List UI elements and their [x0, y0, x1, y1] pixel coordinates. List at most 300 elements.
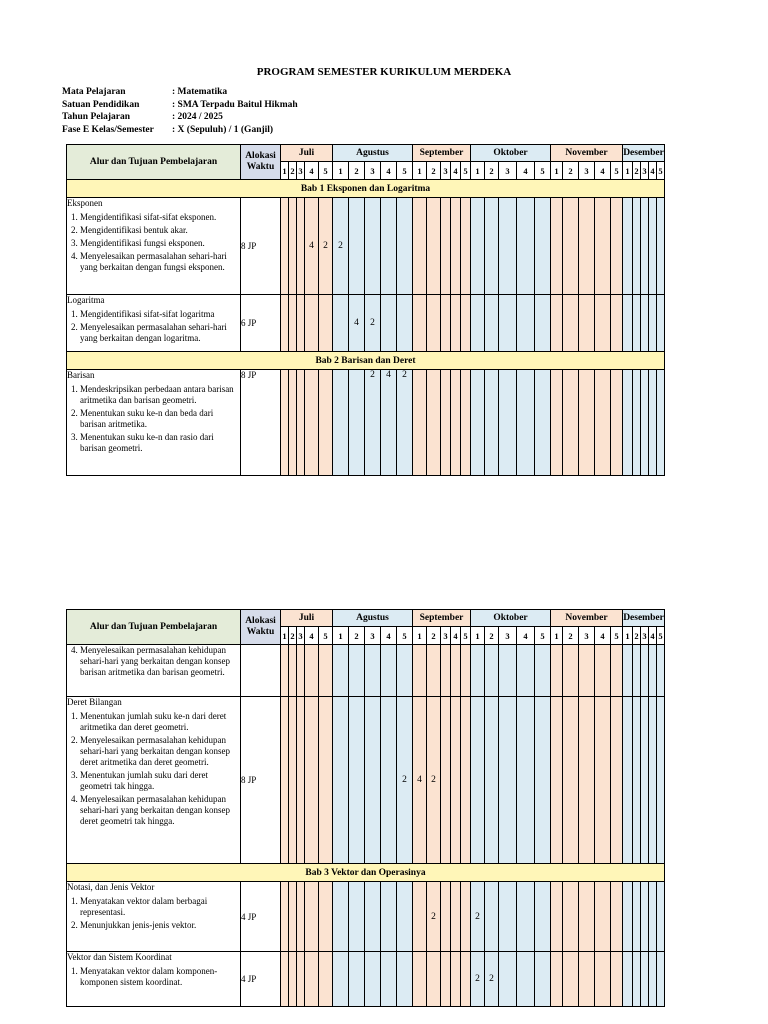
week-cell [413, 370, 427, 476]
objective-list [67, 966, 240, 988]
week-cell [595, 882, 611, 952]
objective-item: 1. Mengidentifikasi sifat-sifat eksponen. [80, 212, 240, 223]
week-cell [485, 198, 499, 295]
week-cell [281, 697, 289, 864]
week-header: 1 [551, 627, 563, 645]
week-header: 5 [535, 162, 551, 180]
week-header: 2 [427, 627, 441, 645]
week-cell [333, 645, 349, 697]
week-cell [649, 952, 657, 1007]
week-cell [413, 882, 427, 952]
week-cell [319, 697, 333, 864]
page-title: PROGRAM SEMESTER KURIKULUM MERDEKA [256, 66, 512, 78]
week-cell [289, 952, 297, 1007]
week-header: 2 [633, 162, 641, 180]
week-cell [441, 370, 451, 476]
week-cell [281, 952, 289, 1007]
week-cell [563, 198, 579, 295]
week-header: 5 [657, 627, 665, 645]
week-cell [441, 697, 451, 864]
week-cell: 4 [381, 370, 397, 476]
week-cell [623, 882, 633, 952]
objective-item: 4. Menyelesaikan permasalahan sehari-hari yang berkaitan dengan fungsi eksponen. [80, 251, 240, 273]
week-cell [319, 882, 333, 952]
week-header: 3 [499, 162, 517, 180]
week-cell [281, 882, 289, 952]
week-header: 5 [535, 627, 551, 645]
week-header: 1 [413, 627, 427, 645]
week-cell [297, 882, 305, 952]
week-cell: 4 [305, 198, 319, 295]
week-cell [611, 370, 623, 476]
learning-objective [67, 370, 241, 476]
week-cell [281, 645, 289, 697]
week-cell: 2 [365, 295, 381, 352]
week-cell [451, 295, 461, 352]
meta-label: Mata Pelajaran [62, 87, 126, 97]
week-cell [297, 697, 305, 864]
objective-title: Barisan [67, 370, 95, 380]
week-header: 3 [365, 627, 381, 645]
week-cell [289, 198, 297, 295]
week-header: 5 [611, 627, 623, 645]
meta-row [62, 86, 298, 99]
week-header: 3 [579, 162, 595, 180]
week-cell [427, 645, 441, 697]
week-cell [319, 952, 333, 1007]
week-cell [413, 645, 427, 697]
week-cell [657, 370, 665, 476]
week-cell [633, 697, 641, 864]
week-cell [649, 645, 657, 697]
week-cell [333, 952, 349, 1007]
week-cell [397, 295, 413, 352]
week-cell [305, 370, 319, 476]
month-header: Desember [623, 145, 665, 162]
week-cell [471, 295, 485, 352]
week-cell [461, 370, 471, 476]
week-cell [649, 697, 657, 864]
week-cell [551, 882, 563, 952]
week-header: 5 [461, 627, 471, 645]
meta-label: Tahun Pelajaran [62, 112, 131, 122]
week-cell [451, 645, 461, 697]
month-header: September [413, 610, 471, 627]
week-cell [641, 370, 649, 476]
week-cell [623, 198, 633, 295]
week-cell: 4 [413, 697, 427, 864]
week-cell [397, 645, 413, 697]
document-meta [62, 86, 298, 136]
objective-item: 4. Menyelesaikan permasalahan kehidupan sehari-hari yang berkaitan dengan konsep barisan aritmetika dan barisan geometri. [80, 645, 240, 678]
week-header: 4 [305, 627, 319, 645]
objective-list [67, 896, 240, 931]
month-header: Juli [281, 610, 333, 627]
week-cell [551, 295, 563, 352]
week-header: 5 [657, 162, 665, 180]
week-header: 4 [595, 627, 611, 645]
week-header: 3 [297, 627, 305, 645]
week-header: 2 [349, 627, 365, 645]
alokasi-waktu: 8 JP [241, 697, 281, 864]
week-cell [305, 952, 319, 1007]
week-cell [461, 198, 471, 295]
week-cell [611, 882, 623, 952]
header-alur: Alur dan Tujuan Pembelajaran [67, 145, 241, 180]
week-header: 3 [441, 627, 451, 645]
week-cell [517, 198, 535, 295]
week-cell [381, 198, 397, 295]
week-cell [535, 295, 551, 352]
week-cell [649, 295, 657, 352]
week-cell [633, 645, 641, 697]
month-header: November [551, 145, 623, 162]
week-cell [281, 198, 289, 295]
week-cell [657, 882, 665, 952]
semester-table-page-2 [66, 609, 665, 1007]
week-header: 1 [281, 162, 289, 180]
week-header: 4 [595, 162, 611, 180]
month-header: Juli [281, 145, 333, 162]
week-cell [289, 697, 297, 864]
week-cell [381, 697, 397, 864]
week-cell [551, 370, 563, 476]
week-cell [579, 295, 595, 352]
week-cell [427, 295, 441, 352]
week-cell [657, 645, 665, 697]
week-cell [381, 645, 397, 697]
week-cell [633, 295, 641, 352]
learning-objective [67, 198, 241, 295]
week-cell [349, 645, 365, 697]
objective-item: 3. Menentukan suku ke-n dan rasio dari barisan geometri. [80, 432, 240, 454]
week-header: 2 [633, 627, 641, 645]
meta-value: : Matematika [172, 87, 228, 97]
week-cell: 2 [485, 952, 499, 1007]
objective-item: 2. Menyelesaikan permasalahan kehidupan sehari-hari yang berkaitan dengan konsep deret aritmetika dan deret geometri. [80, 735, 240, 768]
week-cell [623, 370, 633, 476]
week-cell: 2 [365, 370, 381, 476]
week-cell [349, 882, 365, 952]
learning-objective [67, 295, 241, 352]
week-cell [579, 697, 595, 864]
week-cell: 2 [333, 198, 349, 295]
week-cell [397, 198, 413, 295]
week-cell [289, 882, 297, 952]
week-cell [563, 370, 579, 476]
alokasi-waktu: 6 JP [241, 295, 281, 352]
week-cell [633, 370, 641, 476]
objective-item: 3. Mengidentifikasi fungsi eksponen. [80, 238, 240, 249]
week-cell [623, 295, 633, 352]
week-cell [595, 645, 611, 697]
week-cell: 2 [427, 882, 441, 952]
week-cell: 2 [427, 697, 441, 864]
alokasi-waktu [241, 645, 281, 697]
week-header: 4 [517, 162, 535, 180]
week-header: 1 [333, 162, 349, 180]
week-cell [649, 198, 657, 295]
week-cell [441, 952, 451, 1007]
week-cell [579, 882, 595, 952]
month-header: Agustus [333, 610, 413, 627]
alokasi-waktu: 8 JP [241, 198, 281, 295]
week-cell: 2 [397, 370, 413, 476]
week-cell [657, 198, 665, 295]
week-cell [499, 295, 517, 352]
week-header: 1 [333, 627, 349, 645]
week-header: 2 [427, 162, 441, 180]
week-cell [517, 370, 535, 476]
week-cell [551, 198, 563, 295]
month-header: Oktober [471, 145, 551, 162]
header-alokasi: Alokasi Waktu [241, 145, 281, 180]
week-header: 2 [563, 627, 579, 645]
alokasi-waktu: 8 JP [241, 370, 281, 476]
week-cell [451, 198, 461, 295]
week-header: 4 [517, 627, 535, 645]
week-cell [623, 952, 633, 1007]
week-cell [563, 295, 579, 352]
week-header: 1 [551, 162, 563, 180]
week-header: 3 [579, 627, 595, 645]
week-cell [499, 370, 517, 476]
week-cell [461, 697, 471, 864]
week-cell [305, 645, 319, 697]
week-cell [297, 370, 305, 476]
week-cell [397, 952, 413, 1007]
objective-list [67, 384, 240, 454]
meta-row [62, 99, 298, 112]
week-header: 4 [305, 162, 319, 180]
week-cell [451, 882, 461, 952]
week-cell [451, 952, 461, 1007]
week-header: 2 [563, 162, 579, 180]
week-cell [381, 295, 397, 352]
objective-list [67, 645, 240, 678]
meta-label: Satuan Pendidikan [62, 99, 140, 110]
week-cell [641, 645, 649, 697]
week-cell [305, 697, 319, 864]
objective-item: 2. Menentukan suku ke-n dan beda dari barisan aritmetika. [80, 408, 240, 430]
week-cell [499, 952, 517, 1007]
week-cell [641, 882, 649, 952]
meta-row [62, 124, 298, 137]
objective-item: 3. Menentukan jumlah suku dari deret geometri tak hingga. [80, 770, 240, 792]
week-header: 2 [349, 162, 365, 180]
week-cell [485, 882, 499, 952]
meta-value: : 2024 / 2025 [172, 112, 223, 122]
week-cell [517, 645, 535, 697]
week-header: 5 [319, 162, 333, 180]
week-cell [563, 645, 579, 697]
week-cell [441, 645, 451, 697]
week-cell [319, 645, 333, 697]
week-cell [471, 645, 485, 697]
week-cell [319, 295, 333, 352]
week-cell [641, 295, 649, 352]
week-cell [551, 697, 563, 864]
week-cell [595, 697, 611, 864]
objective-item: 1. Menyatakan vektor dalam berbagai representasi. [80, 896, 240, 918]
learning-objective [67, 952, 241, 1007]
week-cell [281, 295, 289, 352]
objective-list [67, 212, 240, 273]
week-header: 4 [451, 627, 461, 645]
week-cell [595, 370, 611, 476]
learning-objective [67, 645, 241, 697]
week-cell [563, 697, 579, 864]
week-cell [649, 370, 657, 476]
week-cell [535, 952, 551, 1007]
week-cell [381, 952, 397, 1007]
week-cell [535, 370, 551, 476]
week-cell [641, 697, 649, 864]
chapter-row: Bab 1 Eksponen dan Logaritma [67, 180, 665, 198]
week-cell [517, 952, 535, 1007]
week-cell [349, 697, 365, 864]
objective-title: Notasi, dan Jenis Vektor [67, 882, 155, 892]
week-cell [333, 882, 349, 952]
meta-label: Fase E Kelas/Semester [62, 124, 154, 135]
week-cell [413, 198, 427, 295]
week-cell [641, 198, 649, 295]
week-cell [649, 882, 657, 952]
week-cell [289, 370, 297, 476]
week-cell [611, 697, 623, 864]
week-cell [365, 882, 381, 952]
week-cell [365, 645, 381, 697]
week-cell [535, 697, 551, 864]
week-header: 3 [641, 162, 649, 180]
week-header: 1 [413, 162, 427, 180]
week-cell [499, 697, 517, 864]
week-cell [333, 370, 349, 476]
week-cell [461, 882, 471, 952]
meta-value: : X (Sepuluh) / 1 (Ganjil) [172, 124, 274, 135]
week-header: 5 [461, 162, 471, 180]
semester-table-page-1 [66, 144, 665, 476]
week-cell [595, 295, 611, 352]
alokasi-waktu: 4 JP [241, 952, 281, 1007]
week-cell [579, 370, 595, 476]
week-cell [381, 882, 397, 952]
week-cell [657, 697, 665, 864]
week-cell: 2 [471, 882, 485, 952]
chapter-row: Bab 3 Vektor dan Operasinya [67, 864, 665, 882]
week-cell [289, 645, 297, 697]
week-cell [657, 952, 665, 1007]
week-cell [397, 882, 413, 952]
week-header: 5 [611, 162, 623, 180]
week-cell [305, 295, 319, 352]
week-cell [595, 198, 611, 295]
week-cell [365, 952, 381, 1007]
week-header: 4 [381, 162, 397, 180]
week-cell [517, 295, 535, 352]
month-header: Oktober [471, 610, 551, 627]
week-cell [499, 198, 517, 295]
week-cell [563, 882, 579, 952]
month-header: September [413, 145, 471, 162]
week-cell [485, 645, 499, 697]
week-cell [633, 198, 641, 295]
week-header: 4 [451, 162, 461, 180]
week-header: 5 [397, 627, 413, 645]
week-cell [349, 370, 365, 476]
week-cell [641, 952, 649, 1007]
learning-objective [67, 882, 241, 952]
week-cell: 2 [471, 952, 485, 1007]
week-cell [427, 370, 441, 476]
week-cell [319, 370, 333, 476]
alokasi-waktu: 4 JP [241, 882, 281, 952]
week-cell [333, 295, 349, 352]
week-header: 1 [623, 627, 633, 645]
objective-title: Vektor dan Sistem Koordinat [67, 952, 172, 962]
objective-item: 1. Menyatakan vektor dalam komponen-komponen sistem koordinat. [80, 966, 240, 988]
week-cell [441, 295, 451, 352]
week-cell [657, 295, 665, 352]
week-cell [579, 198, 595, 295]
week-header: 4 [381, 627, 397, 645]
week-cell: 2 [319, 198, 333, 295]
learning-objective [67, 697, 241, 864]
week-cell [297, 295, 305, 352]
week-cell [595, 952, 611, 1007]
month-header: Desember [623, 610, 665, 627]
week-cell [349, 952, 365, 1007]
week-cell [623, 645, 633, 697]
week-cell [427, 952, 441, 1007]
week-cell: 2 [397, 697, 413, 864]
week-cell [281, 370, 289, 476]
week-cell [427, 198, 441, 295]
week-header: 5 [319, 627, 333, 645]
objective-item: 2. Mengidentifikasi bentuk akar. [80, 225, 240, 236]
objective-item: 4. Menyelesaikan permasalahan kehidupan sehari-hari yang berkaitan dengan konsep deret geometri tak hingga. [80, 794, 240, 827]
month-header: November [551, 610, 623, 627]
week-cell [451, 370, 461, 476]
week-header: 2 [485, 162, 499, 180]
week-cell [365, 198, 381, 295]
week-header: 5 [397, 162, 413, 180]
week-header: 3 [641, 627, 649, 645]
week-cell [451, 697, 461, 864]
week-header: 3 [499, 627, 517, 645]
week-header: 4 [649, 627, 657, 645]
week-cell [413, 295, 427, 352]
week-cell: 4 [349, 295, 365, 352]
week-cell [535, 882, 551, 952]
header-alur: Alur dan Tujuan Pembelajaran [67, 610, 241, 645]
week-cell [535, 645, 551, 697]
week-cell [297, 198, 305, 295]
week-cell [413, 952, 427, 1007]
week-cell [563, 952, 579, 1007]
week-header: 4 [649, 162, 657, 180]
objective-list [67, 309, 240, 344]
week-cell [611, 295, 623, 352]
week-cell [485, 697, 499, 864]
week-header: 1 [471, 162, 485, 180]
week-cell [551, 952, 563, 1007]
week-cell [499, 882, 517, 952]
week-cell [499, 645, 517, 697]
week-cell [305, 882, 319, 952]
objective-title: Deret Bilangan [67, 697, 122, 707]
week-cell [441, 198, 451, 295]
